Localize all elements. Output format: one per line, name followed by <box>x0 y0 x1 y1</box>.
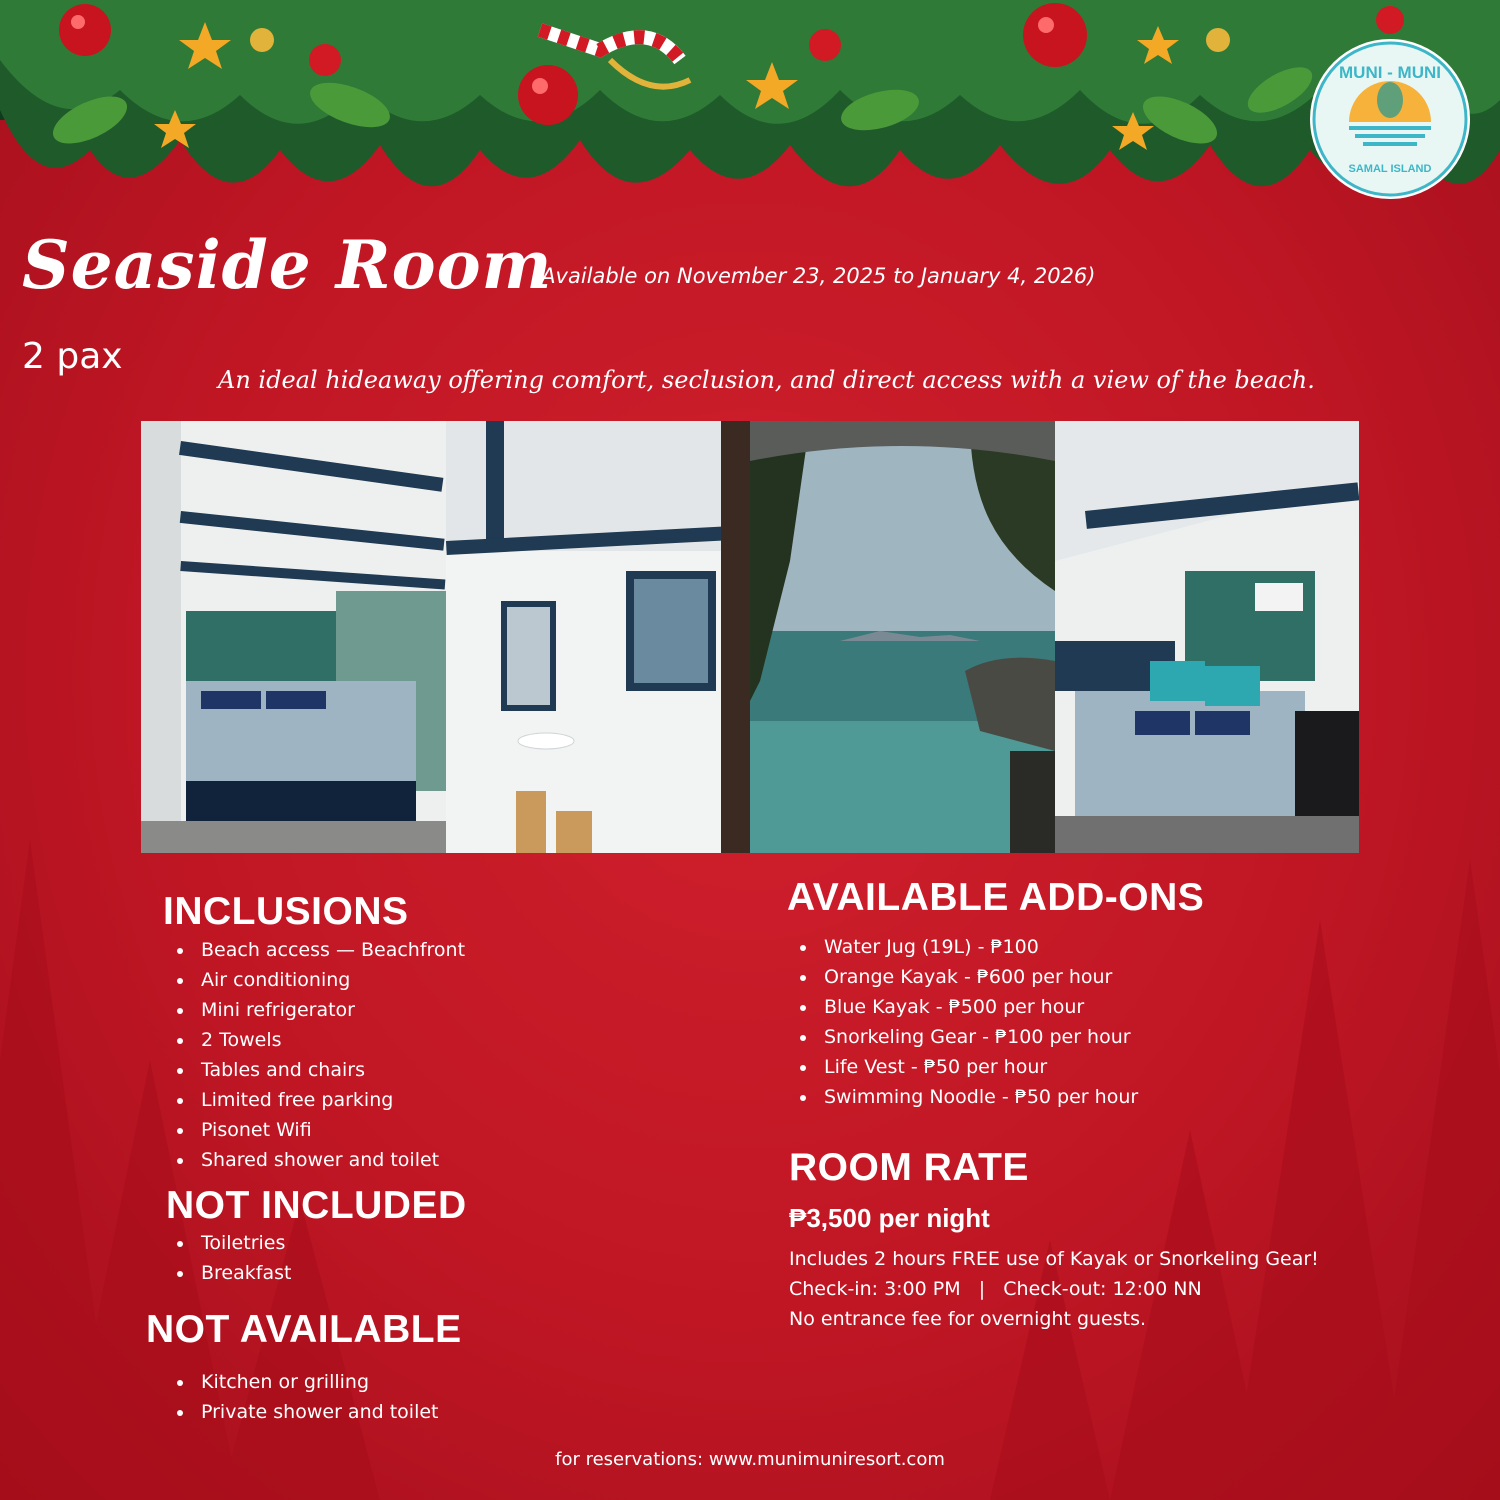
list-item: Private shower and toilet <box>165 1397 438 1427</box>
entrance-fee-text: No entrance fee for overnight guests. <box>789 1308 1147 1330</box>
muni-muni-logo <box>1309 38 1471 200</box>
table-and-window-photo <box>446 421 750 853</box>
photo-gallery <box>141 421 1359 853</box>
list-item: Limited free parking <box>165 1085 465 1115</box>
pax-count: 2 pax <box>22 336 123 377</box>
list-item: Beach access — Beachfront <box>165 935 465 965</box>
list-item: Life Vest - ₱50 per hour <box>788 1052 1138 1082</box>
room-rate-heading: ROOM RATE <box>789 1146 1029 1189</box>
addons-list <box>788 932 1138 1112</box>
room-rate-price: ₱3,500 per night <box>789 1203 990 1233</box>
list-item: Swimming Noodle - ₱50 per hour <box>788 1082 1138 1112</box>
reservations-footer: for reservations: www.munimuniresort.com <box>555 1449 945 1470</box>
list-item: Tables and chairs <box>165 1055 465 1085</box>
list-item: 2 Towels <box>165 1025 465 1055</box>
bedroom-photo <box>141 421 446 853</box>
addons-heading: AVAILABLE ADD-ONS <box>787 876 1205 919</box>
list-item: Shared shower and toilet <box>165 1145 465 1175</box>
list-item: Pisonet Wifi <box>165 1115 465 1145</box>
christmas-garland <box>0 0 1500 240</box>
logo-location: SAMAL ISLAND <box>1348 163 1432 175</box>
room-rate-details <box>789 1244 1319 1334</box>
not-included-list <box>165 1228 291 1288</box>
checkin-checkout-text: Check-in: 3:00 PM | Check-out: 12:00 NN <box>789 1278 1202 1300</box>
list-item: Air conditioning <box>165 965 465 995</box>
promo-text: Includes 2 hours FREE use of Kayak or Snorkeling Gear! <box>789 1248 1319 1270</box>
logo-name: MUNI - MUNI <box>1339 63 1441 82</box>
availability-dates: (Available on November 23, 2025 to January 4, 2026) <box>533 264 1096 288</box>
room-tagline: An ideal hideaway offering comfort, seclusion, and direct access with a view of the beach. <box>218 366 1315 394</box>
list-item: Toiletries <box>165 1228 291 1258</box>
bedroom-pillows-photo <box>1055 421 1359 853</box>
not-available-list <box>165 1367 438 1427</box>
inclusions-heading: INCLUSIONS <box>163 890 409 933</box>
list-item: Orange Kayak - ₱600 per hour <box>788 962 1138 992</box>
list-item: Snorkeling Gear - ₱100 per hour <box>788 1022 1138 1052</box>
list-item: Breakfast <box>165 1258 291 1288</box>
list-item: Kitchen or grilling <box>165 1367 438 1397</box>
room-title: Seaside Room <box>22 226 553 304</box>
list-item: Blue Kayak - ₱500 per hour <box>788 992 1138 1022</box>
not-included-heading: NOT INCLUDED <box>166 1184 467 1227</box>
not-available-heading: NOT AVAILABLE <box>146 1308 462 1351</box>
inclusions-list <box>165 935 465 1175</box>
list-item: Water Jug (19L) - ₱100 <box>788 932 1138 962</box>
sea-view-photo <box>750 421 1055 853</box>
list-item: Mini refrigerator <box>165 995 465 1025</box>
